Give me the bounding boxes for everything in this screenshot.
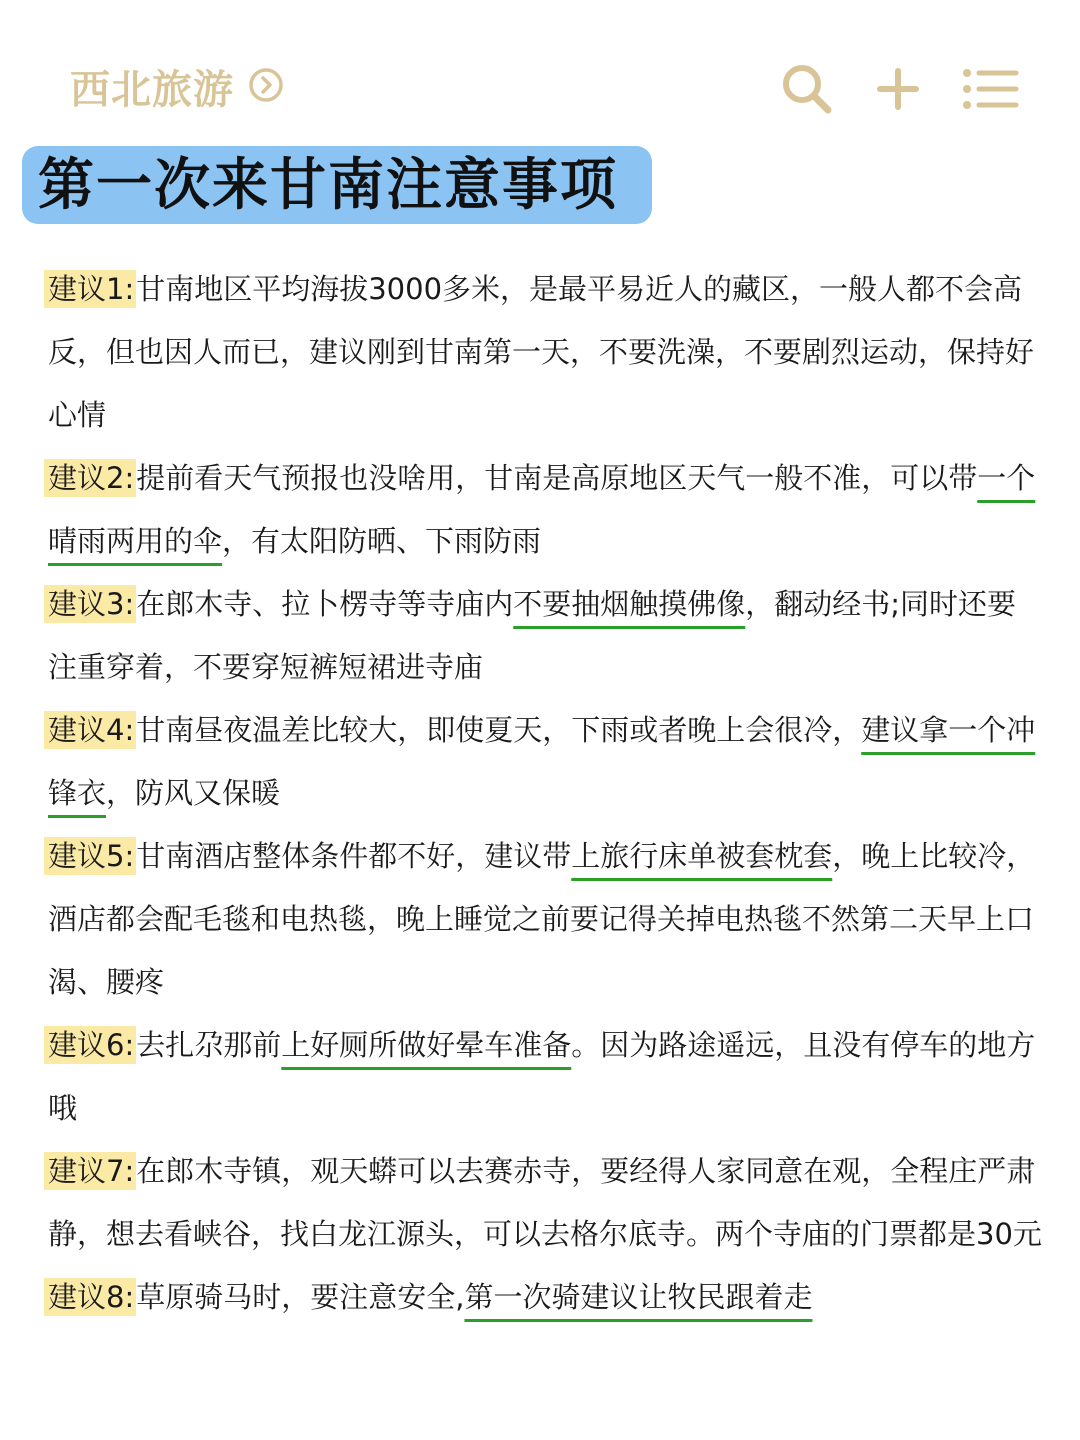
tip-text: ，晚上比较冷，酒店都会配毛毯和电热毯，晚上睡觉之前要记得关掉电热毯不然第二天早上口渴、腰疼	[48, 839, 1036, 999]
tip-label: 建议4:	[44, 711, 136, 749]
page-title: 第一次来甘南注意事项	[38, 153, 618, 218]
tip-item	[48, 447, 1043, 573]
tip-text: 去扎尕那前	[136, 1028, 282, 1062]
tip-text: 草原骑马时，要注意安全,	[136, 1280, 465, 1314]
tip-text: 甘南地区平均海拔3000多米，是最平易近人的藏区，一般人都不会高反，但也因人而已，建议刚到甘南第一天，不要洗澡，不要剧烈运动，保持好心情	[48, 272, 1035, 432]
tip-text: 在郎木寺镇，观天蟒可以去赛赤寺，要经得人家同意在观，全程庄严肃静，想去看峡谷，找白龙江源头，可以去格尔底寺。两个寺庙的门票都是30元	[48, 1154, 1042, 1251]
tip-key-phrase: 第一次骑建议让牧民跟着走	[464, 1280, 813, 1314]
tip-label: 建议1:	[44, 270, 136, 308]
tip-text: 甘南酒店整体条件都不好，建议带	[136, 839, 572, 873]
tip-label: 建议6:	[44, 1026, 136, 1064]
tip-item	[48, 1266, 1043, 1329]
tip-text: 在郎木寺、拉卜楞寺等寺庙内	[136, 587, 514, 621]
tip-item	[48, 258, 1043, 447]
tip-text: 。因为路途遥远，且没有停车的地方哦	[48, 1028, 1036, 1125]
tip-item	[48, 1014, 1043, 1140]
search-icon[interactable]	[780, 62, 834, 116]
tip-key-phrase: 建议拿一个冲锋衣	[48, 713, 1036, 810]
tip-text: ，防风又保暖	[106, 776, 281, 810]
notebook-link[interactable]	[70, 58, 284, 115]
tip-key-phrase: 不要抽烟触摸佛像	[513, 587, 746, 621]
tip-label: 建议2:	[44, 459, 136, 497]
tip-item	[48, 699, 1043, 825]
tip-key-phrase: 一个晴雨两用的伞	[48, 461, 1036, 558]
tip-label: 建议8:	[44, 1278, 136, 1316]
top-bar	[70, 58, 1020, 122]
tip-text: ，翻动经书;同时还要注重穿着，不要穿短裤短裙进寺庙	[48, 587, 1017, 684]
tip-item	[48, 573, 1043, 699]
chevron-circle-right-icon	[248, 67, 284, 107]
tips-list	[48, 258, 1043, 1329]
tip-text: 提前看天气预报也没啥用，甘南是高原地区天气一般不准，可以带	[136, 461, 978, 495]
tip-text: 甘南昼夜温差比较大，即使夏天，下雨或者晚上会很冷，	[136, 713, 862, 747]
tip-label: 建议7:	[44, 1152, 136, 1190]
tip-item	[48, 825, 1043, 1014]
tip-label: 建议5:	[44, 837, 136, 875]
plus-icon[interactable]	[876, 67, 920, 111]
tip-key-phrase: 上好厕所做好晕车准备	[281, 1028, 572, 1062]
tip-text: ，有太阳防晒、下雨防雨	[222, 524, 542, 558]
tip-item	[48, 1140, 1043, 1266]
notebook-name: 西北旅游	[70, 67, 234, 113]
tip-key-phrase: 上旅行床单被套枕套	[571, 839, 833, 873]
list-menu-icon[interactable]	[962, 67, 1020, 111]
tip-label: 建议3:	[44, 585, 136, 623]
